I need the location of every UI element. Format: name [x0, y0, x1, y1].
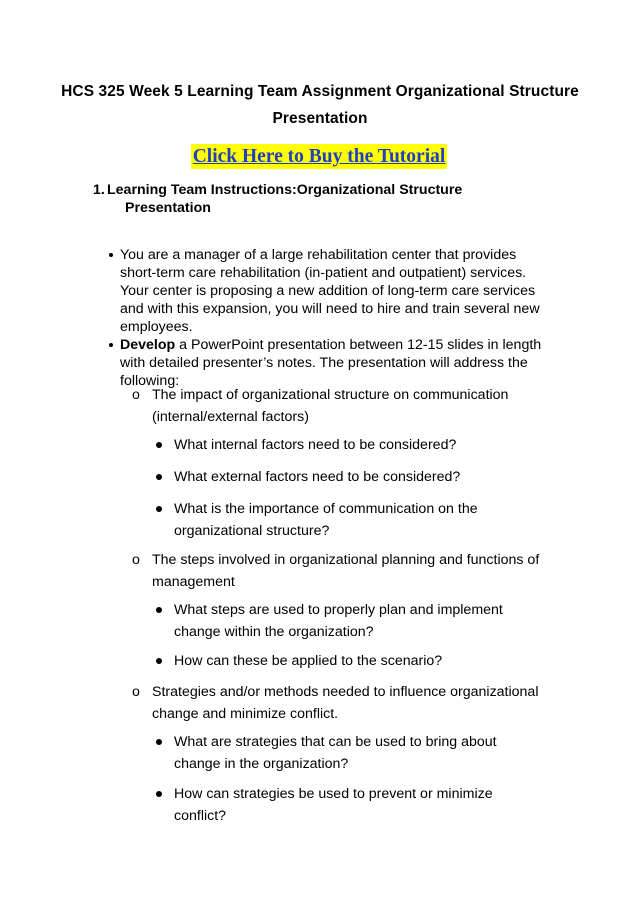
sub-item-text: Strategies and/or methods needed to influence organizational change and minimize conflict. [152, 684, 539, 722]
page-title: HCS 325 Week 5 Learning Team Assignment Organizational Structure Presentation [61, 83, 579, 127]
list-item [120, 336, 550, 390]
question-text: How can these be applied to the scenario? [174, 653, 443, 669]
question-text: What external factors need to be considered? [174, 469, 461, 485]
question-text: What is the importance of communication on the organizational structure? [174, 501, 478, 539]
question-item [174, 599, 544, 643]
question-item [174, 498, 544, 542]
heading-text: Learning Team Instructions:Organizational Structure Presentation [107, 182, 463, 216]
bullet-icon [109, 343, 113, 347]
bullet-bold-text: Develop [120, 337, 176, 353]
sub-item-text: The steps involved in organizational planning and functions of management [152, 552, 540, 590]
bullet-icon [156, 442, 162, 448]
question-item [174, 466, 544, 488]
heading-number: 1. [93, 182, 105, 198]
bullet-icon [156, 658, 162, 664]
bullet-icon [156, 607, 162, 613]
question-text: How can strategies be used to prevent or minimize conflict? [174, 786, 493, 824]
section-heading [93, 181, 527, 217]
bullet-icon [156, 506, 162, 512]
question-item [174, 650, 544, 672]
list-item [120, 246, 550, 336]
bullet-text: a PowerPoint presentation between 12-15 slides in length with detailed presenter’s notes. The presentation will address the following: [120, 337, 542, 389]
buy-tutorial-link[interactable]: Click Here to Buy the Tutorial [192, 146, 446, 167]
bullet-icon [156, 474, 162, 480]
bullet-icon [109, 253, 113, 257]
question-item [174, 731, 544, 775]
sub-item [132, 384, 552, 428]
question-text: What internal factors need to be considered? [174, 437, 457, 453]
question-text: What are strategies that can be used to bring about change in the organization? [174, 734, 497, 772]
circle-bullet-icon: o [132, 387, 140, 403]
question-item [174, 434, 544, 456]
question-item [174, 783, 544, 827]
bullet-icon [156, 791, 162, 797]
bullet-icon [156, 739, 162, 745]
sub-item [132, 549, 552, 593]
buy-link-container [0, 144, 638, 169]
circle-bullet-icon: o [132, 684, 140, 700]
question-text: What steps are used to properly plan and implement change within the organization? [174, 602, 503, 640]
bullet-text: You are a manager of a large rehabilitation center that provides short-term care rehabilitation (in-patient and outpatient) services. Your center is proposing a new addition of long-term care services and with this expansion, you will need to hire and train several new employees. [120, 247, 540, 335]
sub-item [132, 681, 552, 725]
sub-item-text: The impact of organizational structure on communication (internal/external factors) [152, 387, 509, 425]
circle-bullet-icon: o [132, 552, 140, 568]
